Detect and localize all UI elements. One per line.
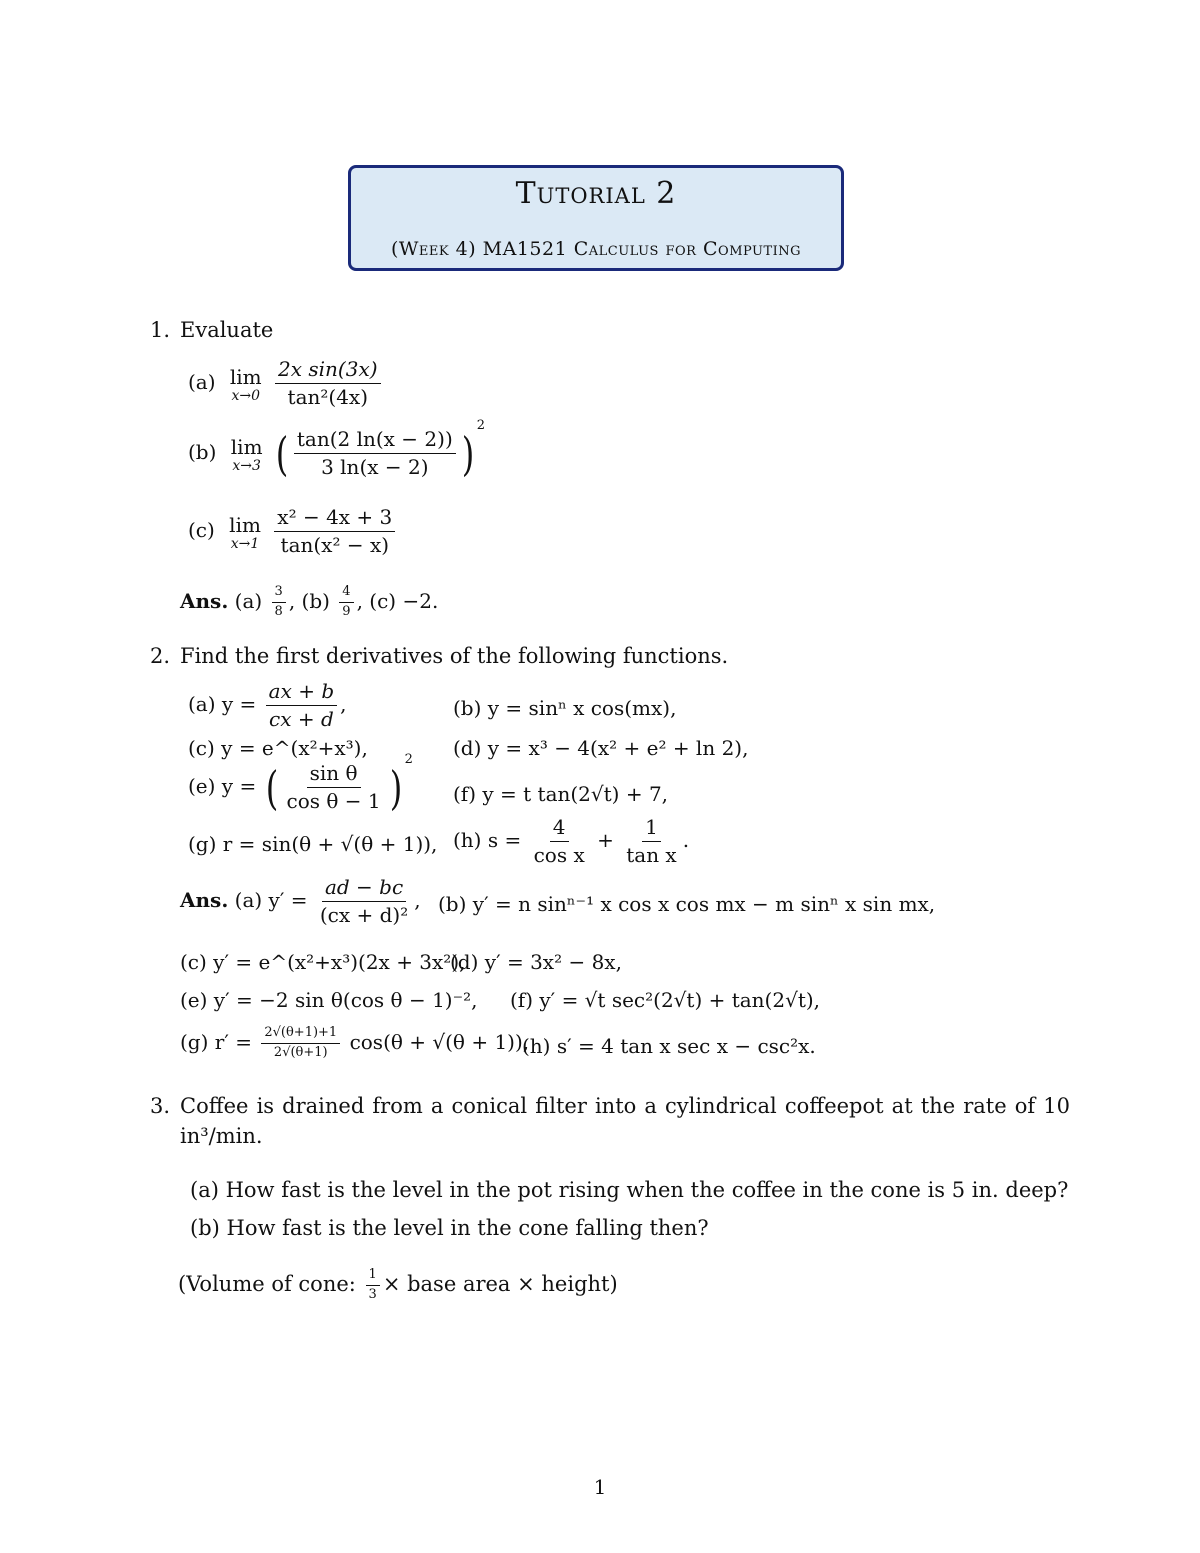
left-paren-icon: ( <box>265 760 278 815</box>
q2-a-den: cx + d <box>269 707 334 731</box>
q2-ans-g-den: 2√(θ+1) <box>273 1044 328 1060</box>
q1-c-label: (c) <box>188 518 215 542</box>
q1-ans-c: , (c) −2. <box>356 588 439 613</box>
q2-part-b: (b) y = sinⁿ x cos(mx), <box>453 696 677 720</box>
right-paren-icon: ) <box>389 760 402 815</box>
q2-prompt: Find the first derivatives of the following functions. <box>180 644 729 668</box>
q2-part-e <box>188 752 413 815</box>
q2-a-pre: (a) y = <box>188 692 257 716</box>
q2-h-den2: tan x <box>626 843 677 867</box>
q3-note-pre: (Volume of cone: <box>178 1271 356 1296</box>
q1-answer <box>180 585 438 620</box>
q2-ans-a-pre: (a) y′ = <box>234 888 308 912</box>
q2-answer-d: (d) y′ = 3x² − 8x, <box>450 950 622 974</box>
page-subtitle: (Week 4) MA1521 Calculus for Computing <box>390 238 802 260</box>
q2-a-num: ax + b <box>266 680 337 706</box>
q1-b-sub: x→3 <box>232 457 261 474</box>
q2-part-c: (c) y = e^(x²+x³), <box>188 736 368 760</box>
q2-answer-h: (h) s′ = 4 tan x sec x − csc²x. <box>522 1034 816 1058</box>
q3-line2: in³/min. <box>180 1124 263 1148</box>
q2-part-d: (d) y = x³ − 4(x² + e² + ln 2), <box>453 736 749 760</box>
q1-b-exp: 2 <box>476 418 485 434</box>
q2-e-den: cos θ − 1 <box>286 789 381 813</box>
q1-a-lim: lim <box>229 364 262 389</box>
q1-part-c <box>188 506 398 557</box>
q2-part-a <box>188 680 347 731</box>
q2-h-post: . <box>682 828 690 852</box>
q1-ans-b-den: 9 <box>342 603 351 619</box>
q3-number: 3. <box>150 1094 171 1118</box>
q2-ans-g-pre: (g) r′ = <box>180 1029 252 1054</box>
q2-ans-a-num: ad − bc <box>322 876 406 902</box>
q2-answer-g <box>180 1026 529 1061</box>
q1-b-label: (b) <box>188 440 217 464</box>
q1-b-num: tan(2 ln(x − 2)) <box>294 428 456 454</box>
q1-c-lim: lim <box>229 512 261 537</box>
q2-ans-g-num: 2√(θ+1)+1 <box>261 1026 340 1044</box>
q2-ans-a-den: (cx + d)² <box>319 903 409 927</box>
q2-e-pre: (e) y = <box>188 774 257 798</box>
q2-e-num: sin θ <box>307 762 361 788</box>
q3-part-a: (a) How fast is the level in the pot rising when the coffee in the cone is 5 in. deep? <box>190 1178 1069 1202</box>
q3-part-b: (b) How fast is the level in the cone falling then? <box>190 1216 709 1240</box>
page-number: 1 <box>593 1475 607 1499</box>
q3-note-post: × base area × height) <box>382 1271 618 1296</box>
q3-note-den: 3 <box>368 1286 377 1302</box>
q2-ans-a-post: , <box>414 888 421 912</box>
q1-ans-a: (a) <box>234 588 263 613</box>
q1-ans-b: , (b) <box>288 588 330 613</box>
q1-part-a <box>188 358 384 409</box>
q2-part-f: (f) y = t tan(2√t) + 7, <box>453 782 669 806</box>
q2-h-num1: 4 <box>550 816 569 842</box>
q2-answer-b: (b) y′ = n sinⁿ⁻¹ x cos x cos mx − m sinⁿ x sin mx, <box>438 892 936 916</box>
q3-note <box>178 1268 618 1303</box>
q2-answer-a <box>180 876 421 927</box>
q3-note-num: 1 <box>366 1268 380 1286</box>
q1-c-sub: x→1 <box>230 535 260 552</box>
q2-answer-f: (f) y′ = √t sec²(2√t) + tan(2√t), <box>510 988 821 1012</box>
q1-b-den: 3 ln(x − 2) <box>321 455 429 479</box>
q1-a-num: 2x sin(3x) <box>275 358 381 384</box>
q1-a-den: tan²(4x) <box>287 385 368 409</box>
q2-answer-e: (e) y′ = −2 sin θ(cos θ − 1)⁻², <box>180 988 478 1012</box>
q2-answer-c: (c) y′ = e^(x²+x³)(2x + 3x²), <box>180 950 466 974</box>
q1-prompt: Evaluate <box>180 318 274 342</box>
q1-c-num: x² − 4x + 3 <box>274 506 395 532</box>
q2-h-den1: cos x <box>533 843 585 867</box>
q2-ans-label: Ans. <box>180 888 229 912</box>
q2-a-post: , <box>340 692 347 716</box>
right-paren-icon: ) <box>461 426 475 481</box>
q1-a-sub: x→0 <box>231 387 261 404</box>
q2-part-g: (g) r = sin(θ + √(θ + 1)), <box>188 832 438 856</box>
q2-e-exp: 2 <box>404 752 413 768</box>
q2-part-h <box>453 816 689 867</box>
q1-b-lim: lim <box>230 434 263 459</box>
q2-h-pre: (h) s = <box>453 828 522 852</box>
page-title: Tutorial 2 <box>515 176 677 211</box>
q2-ans-g-post: cos(θ + √(θ + 1)), <box>349 1029 530 1054</box>
q1-number: 1. <box>150 318 171 342</box>
q1-a-label: (a) <box>188 370 216 394</box>
q1-ans-a-num: 3 <box>272 585 286 603</box>
title-box <box>348 165 844 271</box>
q1-c-den: tan(x² − x) <box>280 533 390 557</box>
q1-ans-a-den: 8 <box>274 603 283 619</box>
q1-ans-label: Ans. <box>180 588 229 613</box>
q1-ans-b-num: 4 <box>339 585 353 603</box>
q2-number: 2. <box>150 644 171 668</box>
q2-h-num2: 1 <box>642 816 661 842</box>
left-paren-icon: ( <box>275 426 289 481</box>
q2-h-plus: + <box>597 828 614 852</box>
q3-line1: Coffee is drained from a conical filter into a cylindrical coffeepot at the rate of 10 <box>180 1094 1070 1118</box>
q1-part-b <box>188 418 485 481</box>
